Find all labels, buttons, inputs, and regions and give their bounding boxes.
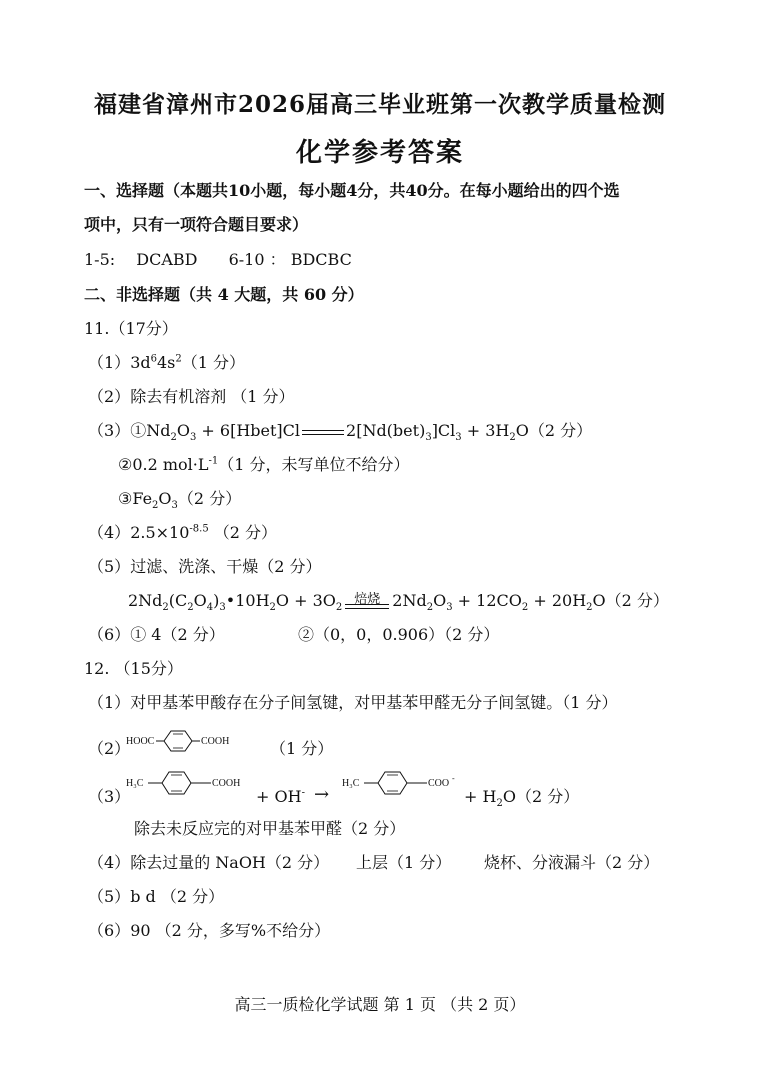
p-toluic-acid-structure [126, 768, 256, 808]
q12-part6 [88, 920, 330, 942]
q11-part4 [88, 522, 277, 544]
score-text: （1 分） [181, 353, 246, 372]
q12-part3-hydroxide [256, 786, 305, 808]
part-number: （2） [88, 387, 131, 406]
eq-text: O [433, 591, 447, 610]
struct-charge-label: - [452, 774, 455, 783]
equals-sign [300, 421, 346, 443]
eq-text: 2Nd [392, 591, 427, 610]
q11-part5-equation [128, 586, 669, 617]
section2-heading: 二、非选择题（共 4 大题，共 60 分） [84, 285, 364, 304]
q11-part2 [88, 386, 295, 408]
answer-text: 2.5×10 [130, 523, 190, 542]
subscript: 3 [219, 602, 226, 614]
part-number: （3） [88, 421, 131, 440]
q12-part3-water [464, 786, 579, 808]
struct-carboxylate-label: COO [428, 778, 450, 789]
score-text: （2 分） [208, 523, 278, 542]
q11-part1 [88, 352, 245, 374]
q11-part5 [88, 556, 321, 578]
score-text: （2 分） [177, 489, 242, 508]
eq-text: + OH [256, 787, 302, 806]
q11-part6 [88, 624, 225, 646]
subscript: 3 [189, 432, 197, 444]
subscript: 4 [206, 602, 214, 614]
subscript: 2 [426, 602, 434, 614]
page-subtitle: 化学参考答案 [295, 138, 464, 168]
answer-text: b d （2 分） [130, 887, 225, 906]
eq-text: + 6[Hbet]Cl [196, 421, 301, 440]
answer-text: 对甲基苯甲酸存在分子间氢键，对甲基苯甲醛无分子间氢键。（1 分） [130, 693, 618, 712]
struct-methyl-label: H₃C [342, 778, 360, 789]
struct-carboxyl-label: COOH [212, 778, 241, 789]
eq-text: ]Cl [431, 421, 456, 440]
eq-text: O + 3O [275, 591, 336, 610]
part-number: （5） [88, 557, 131, 576]
eq-text: ①Nd [130, 421, 171, 440]
eq-text: + H [464, 787, 497, 806]
eq-text: O [193, 591, 207, 610]
answers-1-5: DCABD [136, 250, 198, 269]
subscript: 2 [187, 602, 194, 614]
eq-text: + 3H [461, 421, 510, 440]
choice-answers [84, 249, 352, 271]
q11-part3-c [118, 488, 241, 510]
eq-text: •10H [225, 591, 270, 610]
subscript: 2 [152, 500, 159, 512]
subscript: 3 [446, 602, 453, 614]
answer-text: 除去有机溶剂 （1 分） [130, 387, 295, 406]
answer-text: 3d [130, 353, 151, 372]
subscript: 2 [269, 602, 276, 614]
page-footer: 高三一质检化学试题 第 1 页 （共 2 页） [234, 995, 526, 1014]
struct-methyl-label: H₃C [126, 778, 144, 789]
superscript: -8.5 [189, 523, 209, 535]
reaction-arrow: → [314, 784, 330, 805]
q12-part2-number: （2） [88, 739, 131, 758]
answers-label-6-10: 6-10 ： [228, 250, 286, 269]
superscript: -1 [208, 455, 219, 467]
part-number: （6） [88, 625, 131, 644]
subscript: 3 [455, 432, 462, 444]
subscript: 3 [425, 432, 432, 444]
eq-text: 2[Nd(bet) [346, 421, 426, 440]
subscript: 2 [509, 432, 516, 444]
eq-text: 2Nd [128, 591, 163, 610]
part-number: （4） [88, 523, 131, 542]
struct-left-label: HOOC [126, 736, 155, 747]
part-number: （1） [88, 353, 131, 372]
eq-text: + 12CO [452, 591, 522, 610]
q12-part1 [88, 692, 617, 714]
eq-text: O（2 分） [502, 787, 580, 806]
eq-text: O（2 分） [515, 421, 593, 440]
subscript: 2 [162, 602, 169, 614]
q12-part3-number: （3） [88, 787, 131, 806]
subscript: 2 [335, 602, 343, 614]
page-title: 福建省漳州市2026届高三毕业班第一次教学质量检测 [93, 91, 666, 118]
section1-heading-line1: 一、选择题（本题共10小题，每小题4分，共40分。在每小题给出的四个选 [84, 181, 620, 200]
q12-header: 12. （15分） [84, 659, 183, 678]
score-text: （1 分，未写单位不给分） [218, 455, 410, 474]
answers-label-1-5: 1-5: [84, 250, 116, 269]
answer-text: 90 （2 分，多写%不给分） [130, 921, 331, 940]
answer-text: 4s [156, 353, 176, 372]
q12-part4 [88, 852, 329, 874]
eq-text: O [176, 421, 190, 440]
superscript: 2 [175, 353, 182, 365]
condition-label: 焙烧 [354, 591, 381, 607]
eq-text: + 20H [528, 591, 587, 610]
subscript: 2 [496, 798, 503, 810]
q12-part4-c: 烧杯、分液漏斗（2 分） [484, 853, 660, 872]
subscript: 2 [586, 602, 593, 614]
part-number: （1） [88, 693, 131, 712]
answer-text: ②0.2 mol·L [118, 455, 209, 474]
q11-part3-b [118, 454, 410, 476]
p-toluate-structure [342, 768, 472, 808]
part-number: （6） [88, 921, 131, 940]
superscript: - [301, 787, 305, 799]
answer-text: ③Fe [118, 489, 153, 508]
q12-part3-note: 除去未反应完的对甲基苯甲醛（2 分） [134, 819, 406, 838]
answer-text: 除去过量的 NaOH（2 分） [130, 853, 330, 872]
superscript: 6 [150, 353, 157, 365]
reaction-condition [342, 587, 392, 617]
answers-6-10: BDCBC [290, 250, 352, 269]
q12-part2-score: （1 分） [270, 739, 334, 758]
part-number: （5） [88, 887, 131, 906]
part-number: （4） [88, 853, 131, 872]
eq-text: (C [168, 591, 188, 610]
q11-header: 11.（17分） [84, 319, 178, 338]
eq-text: ) [213, 591, 220, 610]
subscript: 2 [170, 432, 177, 444]
struct-right-label: COOH [201, 736, 230, 747]
answer-text: O [158, 489, 172, 508]
q12-part5 [88, 886, 224, 908]
answer-text: 过滤、洗涤、干燥（2 分） [130, 557, 322, 576]
eq-text: O（2 分） [592, 591, 669, 610]
q11-part6-b: ②（0，0，0.906）（2 分） [298, 625, 500, 644]
terephthalic-acid-structure [126, 727, 246, 761]
subscript: 3 [171, 500, 178, 512]
section1-heading-line2: 项中，只有一项符合题目要求） [84, 215, 309, 234]
subscript: 2 [521, 602, 529, 614]
q12-part4-b: 上层（1 分） [356, 853, 452, 872]
answer-text: ① 4（2 分） [130, 625, 225, 644]
q11-part3-a [88, 420, 592, 443]
